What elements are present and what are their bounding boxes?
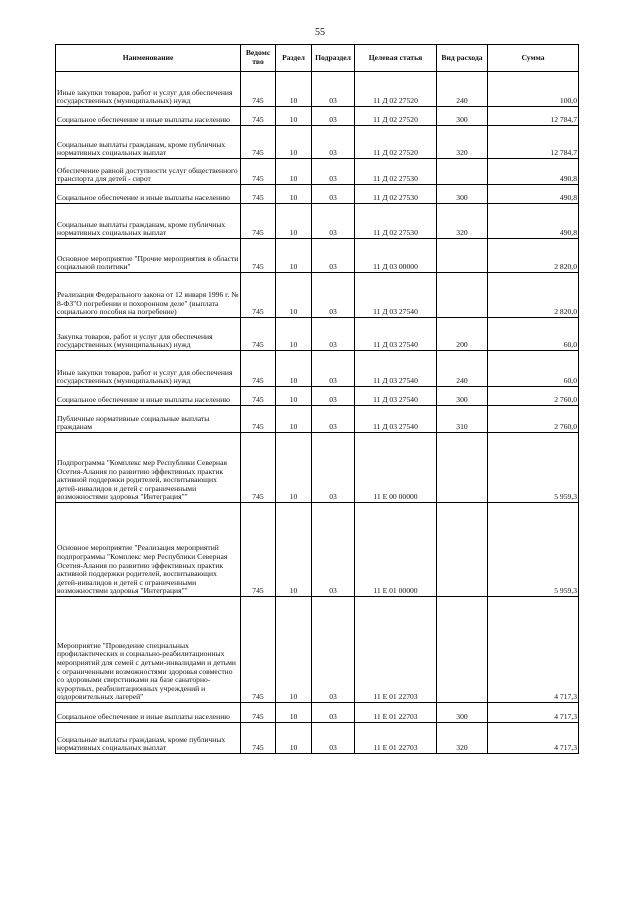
cell-name: Социальное обеспечение и иные выплаты населению <box>56 387 241 406</box>
cell-vedomstvo: 745 <box>241 597 276 703</box>
cell-podrazdel: 03 <box>312 107 355 126</box>
cell-razdel: 10 <box>276 433 312 503</box>
cell-podrazdel: 03 <box>312 273 355 318</box>
cell-vid-raskhoda: 300 <box>437 387 488 406</box>
cell-razdel: 10 <box>276 703 312 723</box>
header-row <box>56 45 579 72</box>
cell-vedomstvo: 745 <box>241 387 276 406</box>
cell-name: Публичные нормативные социальные выплаты гражданам <box>56 406 241 433</box>
cell-vid-raskhoda: 200 <box>437 318 488 351</box>
table-row <box>56 239 579 273</box>
cell-vedomstvo: 745 <box>241 723 276 754</box>
cell-vedomstvo: 745 <box>241 72 276 107</box>
table-row <box>56 597 579 703</box>
cell-statya: 11 Е 01 22703 <box>355 597 437 703</box>
table-row <box>56 107 579 126</box>
cell-vid-raskhoda: 300 <box>437 107 488 126</box>
table-row <box>56 433 579 503</box>
cell-razdel: 10 <box>276 597 312 703</box>
cell-statya: 11 Е 01 22703 <box>355 723 437 754</box>
cell-podrazdel: 03 <box>312 185 355 204</box>
cell-name: Обеспечение равной доступности услуг общественного транспорта для детей - сирот <box>56 159 241 185</box>
cell-statya: 11 Д 03 27540 <box>355 273 437 318</box>
cell-vedomstvo: 745 <box>241 703 276 723</box>
cell-name: Иные закупки товаров, работ и услуг для обеспечения государственных (муниципальных) нужд <box>56 72 241 107</box>
cell-summa: 4 717,3 <box>488 703 579 723</box>
cell-summa: 490,8 <box>488 159 579 185</box>
table-row <box>56 703 579 723</box>
cell-vid-raskhoda: 320 <box>437 126 488 159</box>
cell-vedomstvo: 745 <box>241 433 276 503</box>
cell-razdel: 10 <box>276 72 312 107</box>
cell-summa: 2 760,0 <box>488 387 579 406</box>
cell-razdel: 10 <box>276 406 312 433</box>
cell-vedomstvo: 745 <box>241 318 276 351</box>
cell-vid-raskhoda <box>437 239 488 273</box>
budget-table <box>55 44 579 754</box>
cell-razdel: 10 <box>276 318 312 351</box>
cell-summa: 490,8 <box>488 204 579 239</box>
cell-vid-raskhoda: 240 <box>437 351 488 387</box>
cell-statya: 11 Д 02 27530 <box>355 159 437 185</box>
cell-name: Подпрограмма "Комплекс мер Республики Северная Осетия-Алания по развитию эффективных практик активной поддержки родителей, воспитывающих детей-инвалидов и детей с ограниченными возможностями здоровья "Интеграция"" <box>56 433 241 503</box>
cell-name: Реализация Федерального закона от 12 января 1996 г. № 8-ФЗ"О погребении и похоронном деле" (выплата социального пособия на погребение) <box>56 273 241 318</box>
cell-summa: 4 717,3 <box>488 597 579 703</box>
cell-podrazdel: 03 <box>312 503 355 597</box>
cell-vid-raskhoda: 320 <box>437 723 488 754</box>
cell-podrazdel: 03 <box>312 159 355 185</box>
cell-name: Закупка товаров, работ и услуг для обеспечения государственных (муниципальных) нужд <box>56 318 241 351</box>
cell-name: Иные закупки товаров, работ и услуг для обеспечения государственных (муниципальных) нужд <box>56 351 241 387</box>
cell-name: Социальные выплаты гражданам, кроме публичных нормативных социальных выплат <box>56 204 241 239</box>
table-row <box>56 185 579 204</box>
cell-razdel: 10 <box>276 503 312 597</box>
cell-vid-raskhoda <box>437 597 488 703</box>
cell-vid-raskhoda <box>437 433 488 503</box>
cell-podrazdel: 03 <box>312 318 355 351</box>
cell-statya: 11 Д 02 27530 <box>355 204 437 239</box>
table-body <box>56 72 579 754</box>
table-row <box>56 126 579 159</box>
cell-vedomstvo: 745 <box>241 185 276 204</box>
cell-razdel: 10 <box>276 723 312 754</box>
cell-razdel: 10 <box>276 185 312 204</box>
cell-podrazdel: 03 <box>312 239 355 273</box>
cell-vid-raskhoda: 300 <box>437 703 488 723</box>
cell-vid-raskhoda <box>437 273 488 318</box>
header-podrazdel: Подраздел <box>312 45 355 72</box>
cell-summa: 60,0 <box>488 351 579 387</box>
header-summa: Сумма <box>488 45 579 72</box>
table-row <box>56 503 579 597</box>
cell-vid-raskhoda: 310 <box>437 406 488 433</box>
cell-vedomstvo: 745 <box>241 107 276 126</box>
cell-summa: 100,0 <box>488 72 579 107</box>
cell-vid-raskhoda: 240 <box>437 72 488 107</box>
cell-statya: 11 Е 01 00000 <box>355 503 437 597</box>
cell-razdel: 10 <box>276 204 312 239</box>
cell-summa: 2 820,0 <box>488 239 579 273</box>
cell-vid-raskhoda: 320 <box>437 204 488 239</box>
cell-razdel: 10 <box>276 126 312 159</box>
table-row <box>56 204 579 239</box>
cell-vedomstvo: 745 <box>241 126 276 159</box>
cell-name: Социальное обеспечение и иные выплаты населению <box>56 107 241 126</box>
cell-razdel: 10 <box>276 239 312 273</box>
cell-name: Основное мероприятие "Прочие мероприятия в области социальной политики" <box>56 239 241 273</box>
cell-name: Социальные выплаты гражданам, кроме публичных нормативных социальных выплат <box>56 723 241 754</box>
cell-podrazdel: 03 <box>312 204 355 239</box>
cell-podrazdel: 03 <box>312 387 355 406</box>
cell-summa: 12 784,7 <box>488 107 579 126</box>
cell-vedomstvo: 745 <box>241 351 276 387</box>
cell-summa: 2 820,0 <box>488 273 579 318</box>
table-row <box>56 351 579 387</box>
cell-vid-raskhoda <box>437 503 488 597</box>
cell-summa: 2 760,0 <box>488 406 579 433</box>
cell-summa: 60,0 <box>488 318 579 351</box>
table-row <box>56 159 579 185</box>
cell-podrazdel: 03 <box>312 72 355 107</box>
cell-name: Мероприятие "Проведение специальных профилактических и социально-реабилитационных мероприятий для семей с детьми-инвалидами и детьми с ограниченными возможностями здоровья совместно со здоровыми сверстниками на базе санаторно-курортных, реабилитационных учреждений и оздоровительных лагерей" <box>56 597 241 703</box>
cell-statya: 11 Д 03 27540 <box>355 318 437 351</box>
cell-name: Социальное обеспечение и иные выплаты населению <box>56 703 241 723</box>
cell-razdel: 10 <box>276 273 312 318</box>
cell-podrazdel: 03 <box>312 126 355 159</box>
cell-statya: 11 Е 00 00000 <box>355 433 437 503</box>
cell-statya: 11 Д 03 00000 <box>355 239 437 273</box>
cell-vid-raskhoda <box>437 159 488 185</box>
table-row <box>56 723 579 754</box>
page-number: 55 <box>315 27 325 38</box>
header-razdel: Раздел <box>276 45 312 72</box>
table-row <box>56 406 579 433</box>
table-row <box>56 72 579 107</box>
cell-summa: 5 959,3 <box>488 503 579 597</box>
cell-podrazdel: 03 <box>312 723 355 754</box>
header-statya: Целевая статья <box>355 45 437 72</box>
cell-statya: 11 Д 03 27540 <box>355 351 437 387</box>
cell-vedomstvo: 745 <box>241 273 276 318</box>
header-vid-raskhoda: Вид расхода <box>437 45 488 72</box>
cell-podrazdel: 03 <box>312 351 355 387</box>
cell-vedomstvo: 745 <box>241 503 276 597</box>
cell-razdel: 10 <box>276 387 312 406</box>
cell-summa: 12 784,7 <box>488 126 579 159</box>
cell-statya: 11 Д 03 27540 <box>355 387 437 406</box>
cell-podrazdel: 03 <box>312 597 355 703</box>
cell-razdel: 10 <box>276 159 312 185</box>
cell-podrazdel: 03 <box>312 406 355 433</box>
cell-summa: 490,8 <box>488 185 579 204</box>
cell-summa: 5 959,3 <box>488 433 579 503</box>
cell-statya: 11 Е 01 22703 <box>355 703 437 723</box>
table-row <box>56 273 579 318</box>
cell-name: Основное мероприятие "Реализация мероприятий подпрограммы "Комплекс мер Республики Северная Осетия-Алания по развитию эффективных практик активной поддержки родителей, воспитывающих детей-инвалидов и детей с ограниченными возможностями здоровья "Интеграция"" <box>56 503 241 597</box>
cell-vedomstvo: 745 <box>241 406 276 433</box>
cell-name: Социальное обеспечение и иные выплаты населению <box>56 185 241 204</box>
table-row <box>56 387 579 406</box>
cell-name: Социальные выплаты гражданам, кроме публичных нормативных социальных выплат <box>56 126 241 159</box>
cell-statya: 11 Д 02 27520 <box>355 107 437 126</box>
cell-podrazdel: 03 <box>312 703 355 723</box>
cell-vid-raskhoda: 300 <box>437 185 488 204</box>
cell-podrazdel: 03 <box>312 433 355 503</box>
cell-vedomstvo: 745 <box>241 159 276 185</box>
cell-vedomstvo: 745 <box>241 239 276 273</box>
cell-statya: 11 Д 03 27540 <box>355 406 437 433</box>
cell-statya: 11 Д 02 27530 <box>355 185 437 204</box>
cell-razdel: 10 <box>276 107 312 126</box>
cell-statya: 11 Д 02 27520 <box>355 72 437 107</box>
header-name: Наименование <box>56 45 241 72</box>
header-vedomstvo: Ведомс тво <box>241 45 276 72</box>
cell-vedomstvo: 745 <box>241 204 276 239</box>
table-row <box>56 318 579 351</box>
cell-statya: 11 Д 02 27520 <box>355 126 437 159</box>
cell-razdel: 10 <box>276 351 312 387</box>
cell-summa: 4 717,3 <box>488 723 579 754</box>
